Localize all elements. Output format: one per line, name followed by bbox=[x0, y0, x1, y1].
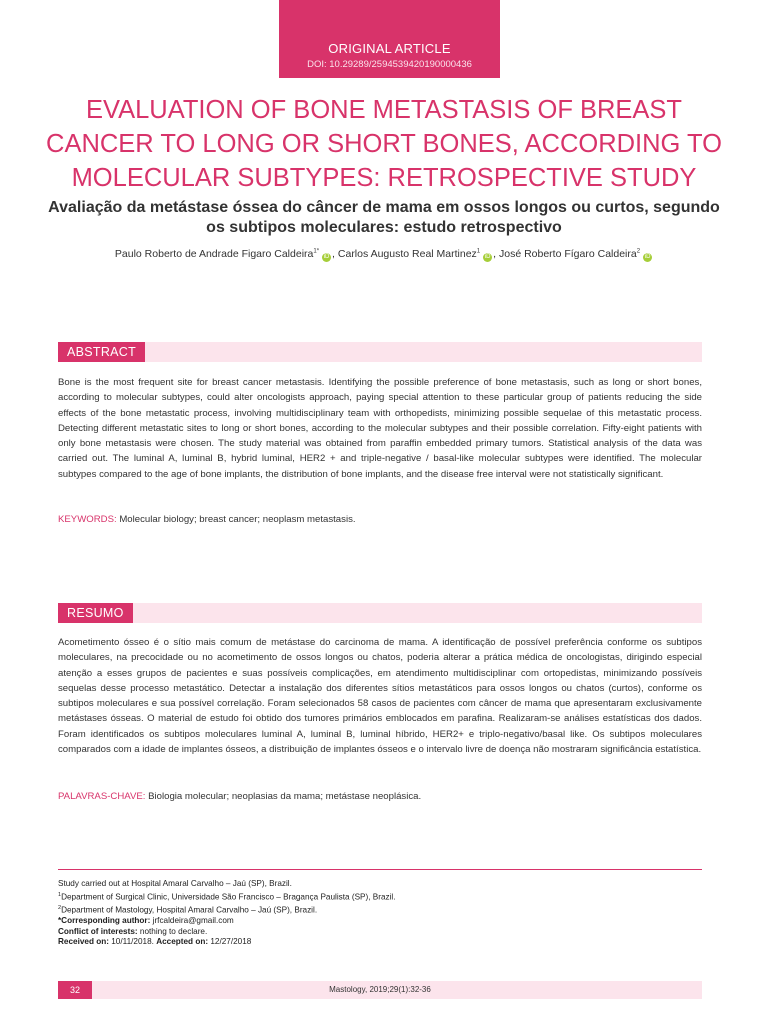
page-footer bbox=[58, 981, 702, 999]
abstract-header bbox=[58, 342, 702, 362]
author-list: Paulo Roberto de Andrade Figaro Caldeira$^{1*}$iD , Carlos Augusto Real Martinez$^1$iD , José Roberto Fígaro Caldeira$^2$iD bbox=[114, 248, 651, 260]
article-type-label: ORIGINAL ARTICLE bbox=[328, 41, 451, 56]
received-accepted-dates: Received on: 10/11/2018. Accepted on: 12/27/2018 bbox=[58, 937, 252, 947]
abstract-text: Bone is the most frequent site for breast cancer metastasis. Identifying the possible preference of bone metastasis, such as long or short bones, according to molecular subtypes, could alter oncologists approach, paying special attention to these particular group of patients reducing the side effects of the bone metastatic process, involving multidisciplinary team with orthopedists, minimizing possible sequelae of this metastatic process. Detecting different metastatic sites to long or short bones, according to the molecular subtypes and their possible correlation. Fifty-eight patients with only bone metastasis were chosen. The study material was obtained from paraffin embedded primary tumors. Statistical analysis of the data was carried out. The luminal A, luminal B, hybrid luminal, HER2 + and triple-negative / basal-like molecular subtypes were identified. The molecular subtypes compared to the age of bone implants, the distribution of bone implants, and the disease free interval were not statistically significant. bbox=[58, 377, 702, 480]
author-affiliation: 2 bbox=[636, 248, 641, 255]
paper-title: EVALUATION OF BONE METASTASIS OF BREAST CANCER TO LONG OR SHORT BONES, ACCORDING TO MOLECULAR SUBTYPES: RETROSPECTIVE STUDY bbox=[46, 96, 722, 192]
orcid-icon[interactable]: iD bbox=[644, 254, 651, 260]
author-affiliation: 1 bbox=[476, 248, 481, 255]
keywords-label: PALAVRAS-CHAVE: bbox=[58, 791, 146, 802]
conflict-of-interests: Conflict of interests: nothing to declare. bbox=[58, 926, 208, 936]
resumo-text: Acometimento ósseo é o sítio mais comum de metástase do carcinoma de mama. A identificação de possível preferência conforme os subtipos moleculares, na precocidade ou no acometimento de ossos longos ou chatos, poderia alterar a prática médica de oncologistas, dirigindo especial atenção a esses grupos de pacientes e suas possíveis complicações, em atendimento multidisciplinar com ortopedistas, minimizando possíveis sequelas desse processo metastático. Detectar a instalação dos diferentes sítios metastáticos para ossos longos ou chatos (curtos), conforme os subtipos moleculares e sua possível correlação. Foram selecionados 58 casos de pacientes com câncer de mama que apresentaram exclusivamente metástases ósseas. O material de estudo foi obtido dos tumores primários emblocados em parafina. Realizaram-se análises estatísticas dos dados. Foram identificados os subtipos moleculares luminal A, luminal B, luminal híbrido, HER2+ e triplo-negativo/basal like. Os subtipos moleculares comparados com a idade de implantes ósseos, a distribuição de implantes ósseos e o intervalo livre de doença não mostraram significância estatística. bbox=[58, 637, 702, 756]
corresponding-email[interactable]: jrfcaldeira@gmail.com bbox=[152, 916, 234, 926]
affiliation-1: $^1$Department of Surgical Clinic, Universidade São Francisco – Bragança Paulista (SP), Brazil. bbox=[58, 891, 396, 902]
abstract-keywords bbox=[58, 514, 702, 525]
keywords-label: KEYWORDS: bbox=[58, 514, 117, 525]
paper-subtitle: Avaliação da metástase óssea do câncer de mama em ossos longos ou curtos, segundo os subtipos moleculares: estudo retrospectivo bbox=[48, 199, 720, 236]
resumo-header bbox=[58, 603, 702, 623]
footnotes bbox=[58, 879, 702, 948]
author-name: Paulo Roberto de Andrade Figaro Caldeira bbox=[114, 248, 314, 260]
author-affiliation: 1* bbox=[313, 248, 320, 255]
study-location-note: Study carried out at Hospital Amaral Carvalho – Jaú (SP), Brazil. bbox=[58, 879, 292, 888]
author-name: José Roberto Fígaro Caldeira bbox=[498, 248, 637, 260]
keywords-text: Biologia molecular; neoplasias da mama; metástase neoplásica. bbox=[148, 791, 422, 802]
resumo-keywords bbox=[58, 791, 702, 802]
journal-citation: Mastology, 2019;29(1):32-36 bbox=[329, 985, 431, 994]
page-number: 32 bbox=[58, 981, 92, 999]
resumo-heading: RESUMO bbox=[58, 603, 133, 623]
keywords-text: Molecular biology; breast cancer; neoplasm metastasis. bbox=[119, 514, 356, 525]
affiliation-2: $^2$Department of Mastology, Hospital Amaral Carvalho – Jaú (SP), Brazil. bbox=[58, 904, 318, 915]
author-name: Carlos Augusto Real Martinez bbox=[337, 248, 477, 260]
orcid-icon[interactable]: iD bbox=[323, 254, 330, 260]
corresponding-author: *Corresponding author: jrfcaldeira@gmail.com bbox=[58, 916, 234, 926]
footnote-divider bbox=[58, 869, 702, 870]
abstract-heading: ABSTRACT bbox=[58, 342, 145, 362]
article-type-banner bbox=[279, 0, 500, 78]
orcid-icon[interactable]: iD bbox=[484, 254, 491, 260]
doi-link[interactable]: DOI: 10.29289/2594539420190000436 bbox=[307, 59, 472, 70]
